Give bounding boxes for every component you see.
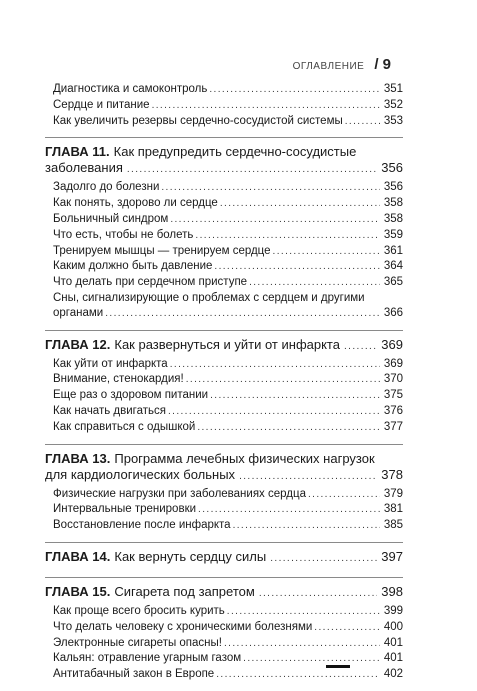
entry-title: Как начать двигаться bbox=[53, 404, 166, 417]
toc-section bbox=[45, 138, 403, 330]
entry-page: 375 bbox=[383, 389, 403, 402]
running-title: ОГЛАВЛЕНИЕ bbox=[292, 61, 365, 72]
toc-entry[interactable] bbox=[45, 372, 403, 388]
toc-entry[interactable] bbox=[45, 259, 403, 275]
entry-page: 353 bbox=[383, 114, 403, 127]
entry-title: Сердце и питание bbox=[53, 98, 150, 111]
toc-entry[interactable] bbox=[45, 228, 403, 244]
dot-leader bbox=[220, 197, 380, 212]
entry-page: 358 bbox=[383, 197, 403, 210]
toc-entry[interactable] bbox=[45, 196, 403, 212]
entry-page: 385 bbox=[383, 519, 403, 532]
chapter-title: Как предупредить сердечно-сосудистые bbox=[113, 144, 357, 160]
entry-title: Еще раз о здоровом питании bbox=[53, 389, 209, 402]
toc-entry[interactable] bbox=[45, 487, 403, 503]
entry-page: 356 bbox=[383, 181, 403, 194]
chapter-title-cont: заболевания bbox=[45, 160, 123, 176]
entry-page: 402 bbox=[383, 668, 403, 681]
entry-page: 381 bbox=[383, 503, 403, 516]
toc-entry[interactable] bbox=[45, 420, 403, 436]
entry-page: 377 bbox=[383, 420, 403, 433]
chapter-page: 378 bbox=[381, 466, 403, 482]
entry-title: Электронные сигареты опасны! bbox=[53, 636, 222, 649]
chapter-title: Как развернуться и уйти от инфаркта bbox=[114, 336, 340, 352]
chapter-heading[interactable] bbox=[45, 337, 403, 355]
dot-leader bbox=[161, 181, 379, 196]
toc-entry[interactable] bbox=[45, 404, 403, 420]
toc-entry[interactable] bbox=[45, 502, 403, 518]
toc-entry[interactable] bbox=[45, 244, 403, 260]
entry-title: Больничный синдром bbox=[53, 212, 169, 225]
entry-title: Как уйти от инфаркта bbox=[53, 357, 168, 370]
entry-title: Как понять, здорово ли сердце bbox=[53, 197, 218, 210]
toc-entry[interactable] bbox=[45, 275, 403, 291]
entry-page: 399 bbox=[383, 604, 403, 617]
entry-page: 400 bbox=[383, 620, 403, 633]
entry-title: Интервальные тренировки bbox=[53, 503, 197, 516]
chapter-page: 369 bbox=[381, 336, 403, 352]
dot-leader bbox=[273, 245, 380, 260]
dot-leader bbox=[195, 229, 379, 244]
entry-page: 369 bbox=[383, 357, 403, 370]
entry-title: Антитабачный закон в Европе bbox=[53, 668, 215, 681]
chapter-title: Программа лечебных физических нагрузок bbox=[114, 450, 375, 466]
entry-title: Как проще всего бросить курить bbox=[53, 604, 225, 617]
chapter-label: ГЛАВА 12. bbox=[45, 336, 111, 352]
dot-leader bbox=[308, 488, 380, 503]
entry-page: 359 bbox=[383, 228, 403, 241]
toc-section bbox=[45, 578, 403, 691]
entry-title: Внимание, стенокардия! bbox=[53, 373, 184, 386]
dot-leader bbox=[209, 83, 379, 98]
entry-title: Как увеличить резервы сердечно-сосудистой системы bbox=[53, 114, 343, 127]
page-number: / 9 bbox=[374, 56, 391, 73]
entry-title-cont: органами bbox=[53, 306, 104, 319]
dot-leader bbox=[168, 405, 380, 420]
toc-entry[interactable] bbox=[45, 667, 403, 683]
entry-page: 379 bbox=[383, 487, 403, 500]
chapter-label: ГЛАВА 14. bbox=[45, 548, 111, 564]
table-of-contents bbox=[45, 82, 403, 691]
entry-page: 361 bbox=[383, 244, 403, 257]
dot-leader bbox=[214, 260, 379, 275]
dot-leader bbox=[152, 99, 380, 114]
dot-leader bbox=[224, 637, 380, 652]
entry-page: 366 bbox=[383, 306, 403, 319]
page-header bbox=[293, 56, 391, 73]
entry-page: 401 bbox=[383, 636, 403, 649]
chapter-heading[interactable] bbox=[45, 144, 403, 178]
dot-leader bbox=[314, 621, 380, 636]
dot-leader bbox=[227, 605, 380, 620]
toc-entry[interactable] bbox=[45, 98, 403, 114]
chapter-title-cont: для кардиологических больных bbox=[45, 466, 236, 482]
toc-entry[interactable] bbox=[45, 291, 403, 322]
chapter-page: 398 bbox=[381, 583, 403, 599]
chapter-label: ГЛАВА 15. bbox=[45, 583, 111, 599]
toc-entry[interactable] bbox=[45, 180, 403, 196]
dot-leader bbox=[197, 421, 379, 436]
dot-leader bbox=[105, 307, 380, 322]
dot-leader bbox=[243, 652, 380, 667]
chapter-page: 397 bbox=[381, 548, 403, 564]
toc-entry[interactable] bbox=[45, 388, 403, 404]
dot-leader bbox=[216, 668, 380, 683]
dot-leader bbox=[345, 115, 380, 130]
entry-page: 352 bbox=[383, 98, 403, 111]
entry-page: 370 bbox=[383, 373, 403, 386]
toc-entry[interactable] bbox=[45, 357, 403, 373]
dot-leader bbox=[127, 162, 377, 178]
chapter-title: Сигарета под запретом bbox=[114, 583, 255, 599]
entry-title: Физические нагрузки при заболеваниях сердца bbox=[53, 487, 306, 500]
entry-title: Восстановление после инфаркта bbox=[53, 519, 231, 532]
dot-leader bbox=[170, 213, 379, 228]
toc-section bbox=[45, 331, 403, 445]
dot-leader bbox=[210, 389, 380, 404]
toc-section bbox=[45, 82, 403, 138]
entry-title: Каким должно быть давление bbox=[53, 260, 213, 273]
entry-page: 358 bbox=[383, 212, 403, 225]
entry-title: Сны, сигнализирующие о проблемах с сердцем и другими bbox=[53, 291, 365, 304]
toc-entry[interactable] bbox=[45, 636, 403, 652]
chapter-title: Как вернуть сердцу силы bbox=[114, 548, 267, 564]
chapter-label: ГЛАВА 13. bbox=[45, 450, 111, 466]
dot-leader bbox=[170, 358, 380, 373]
entry-title: Что есть, чтобы не болеть bbox=[53, 228, 194, 241]
dot-leader bbox=[239, 469, 377, 485]
entry-title: Что делать при сердечном приступе bbox=[53, 276, 248, 289]
dot-leader bbox=[249, 276, 380, 291]
chapter-heading[interactable] bbox=[45, 584, 403, 602]
entry-page: 376 bbox=[383, 404, 403, 417]
dot-leader bbox=[270, 551, 377, 567]
dot-leader bbox=[198, 503, 380, 518]
entry-title: Тренируем мышцы — тренируем сердце bbox=[53, 244, 271, 257]
toc-entry[interactable] bbox=[45, 212, 403, 228]
entry-page: 351 bbox=[383, 83, 403, 95]
dot-leader bbox=[259, 586, 377, 602]
chapter-heading[interactable] bbox=[45, 549, 403, 567]
entry-page: 364 bbox=[383, 260, 403, 273]
toc-entry[interactable] bbox=[45, 620, 403, 636]
entry-page: 401 bbox=[383, 652, 403, 665]
toc-entry[interactable] bbox=[45, 518, 403, 534]
entry-title: Диагностика и самоконтроль bbox=[53, 83, 208, 95]
entry-title: Задолго до болезни bbox=[53, 181, 160, 194]
chapter-label: ГЛАВА 11. bbox=[45, 144, 110, 160]
toc-section bbox=[45, 445, 403, 543]
dot-leader bbox=[344, 339, 377, 355]
entry-title: Что делать человеку с хроническими болезнями bbox=[53, 620, 313, 633]
entry-title: Кальян: отравление угарным газом bbox=[53, 652, 242, 665]
toc-section bbox=[45, 543, 403, 578]
dot-leader bbox=[233, 519, 380, 534]
chapter-page: 356 bbox=[381, 160, 403, 176]
entry-title: Как справиться с одышкой bbox=[53, 420, 196, 433]
toc-entry[interactable] bbox=[45, 114, 403, 130]
chapter-heading[interactable] bbox=[45, 451, 403, 485]
toc-entry[interactable] bbox=[45, 82, 403, 98]
toc-entry[interactable] bbox=[45, 604, 403, 620]
dot-leader bbox=[186, 373, 380, 388]
entry-page: 365 bbox=[383, 276, 403, 289]
